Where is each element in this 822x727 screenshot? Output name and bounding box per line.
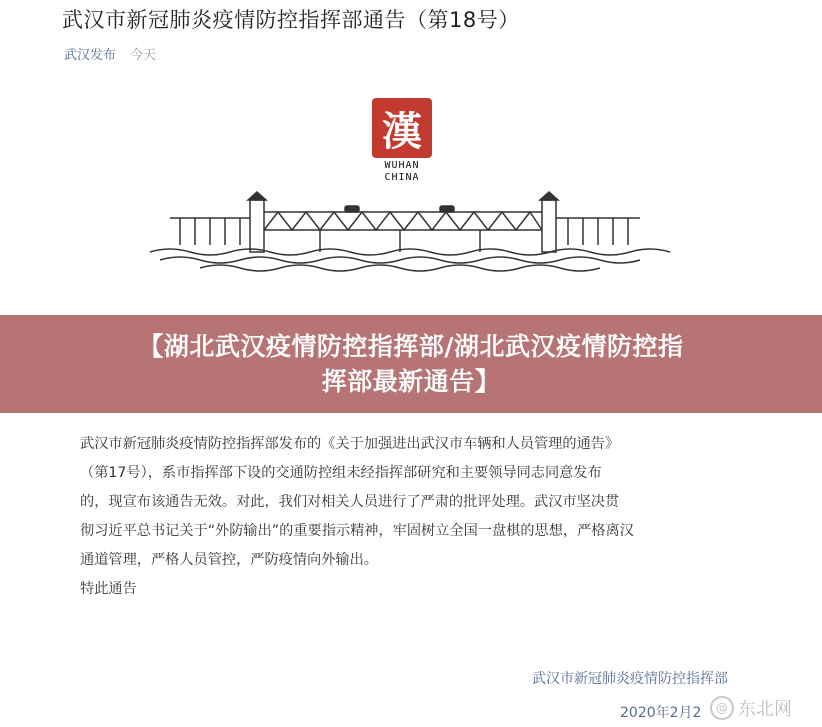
issue-date: 2020年2月2 (620, 705, 702, 721)
article-time: 今天 (130, 48, 157, 63)
banner-line1: 【湖北武汉疫情防控指挥部/湖北武汉疫情防控指 (138, 332, 684, 361)
body-line: 特此通告 (80, 581, 137, 597)
article-body (80, 430, 750, 604)
banner-line2: 挥部最新通告】 (321, 367, 501, 396)
watermark (710, 695, 792, 721)
article-source-link[interactable]: 武汉发布 (64, 48, 117, 63)
body-line: 武汉市新冠肺炎疫情防控指挥部发布的《关于加强进出武汉市车辆和人员管理的通告》 (80, 436, 620, 452)
logo-caption (360, 160, 444, 184)
bridge-illustration (140, 190, 680, 280)
seal-glyph: 漢 (382, 107, 422, 155)
logo-caption-line2: CHINA (384, 172, 420, 183)
wuhan-seal-logo (372, 98, 432, 158)
issuer-signature: 武汉市新冠肺炎疫情防控指挥部 (532, 671, 728, 687)
headline-banner (0, 315, 822, 413)
logo-caption-line1: WUHAN (384, 160, 420, 171)
body-line: 彻习近平总书记关于“外防输出”的重要指示精神，牢固树立全国一盘棋的思想，严格离汉 (80, 523, 634, 539)
body-line: 通道管理，严格人员管控，严防疫情向外输出。 (80, 552, 378, 568)
body-line: （第17号），系市指挥部下设的交通防控组未经指挥部研究和主要领导同志同意发布 (80, 465, 602, 481)
watermark-at-icon: @ (710, 696, 734, 720)
article-title: 武汉市新冠肺炎疫情防控指挥部通告（第18号） (62, 8, 520, 32)
body-line: 的，现宣布该通告无效。对此，我们对相关人员进行了严肃的批评处理。武汉市坚决贯 (80, 494, 620, 510)
article-meta (64, 44, 156, 63)
watermark-text: 东北网 (738, 699, 792, 720)
